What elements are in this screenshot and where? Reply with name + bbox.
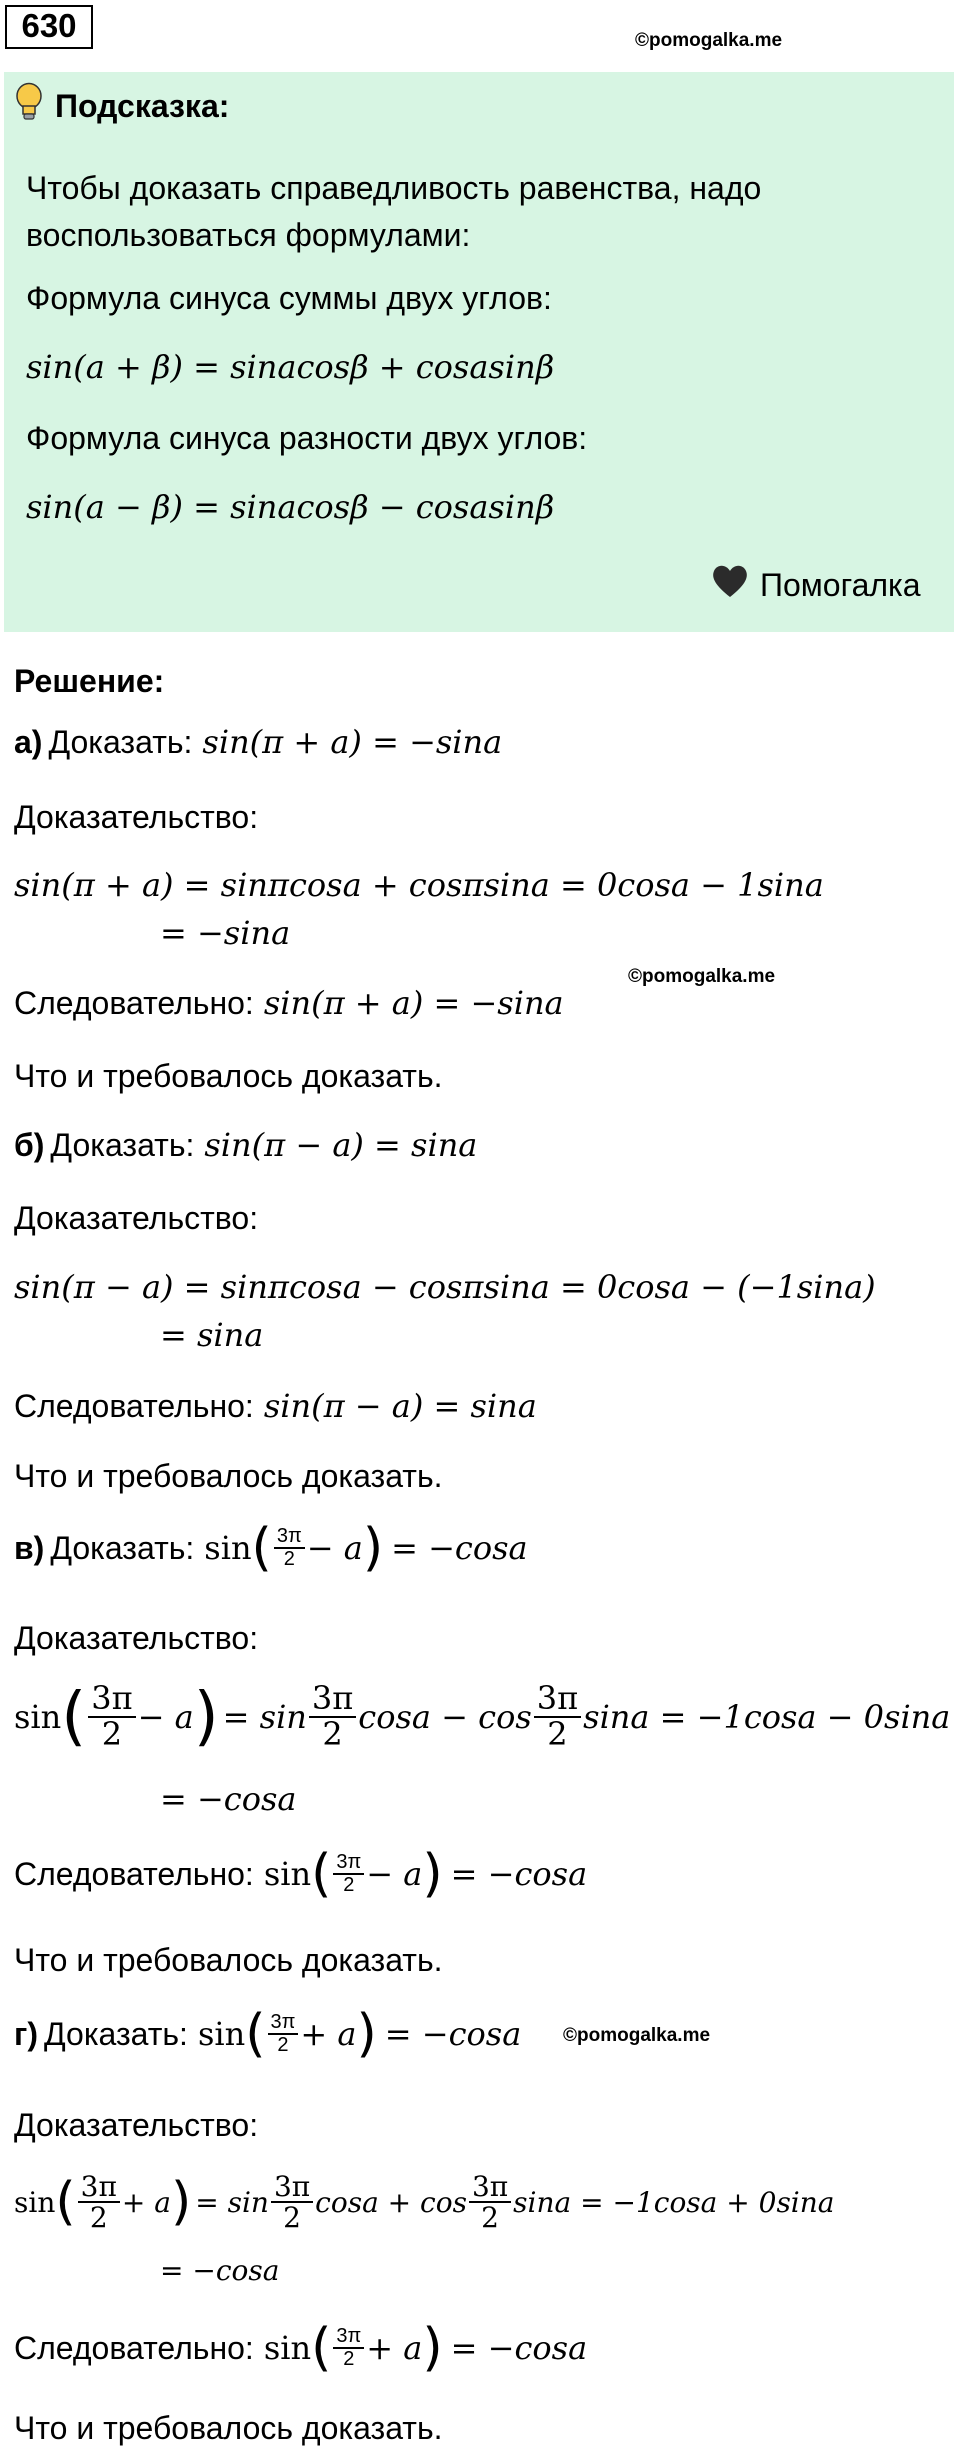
hint-diff-label: Формула синуса разности двух углов: [26,420,588,456]
fraction: $\frac{3\pi}{2}$ [333,1852,364,1896]
part-g-step-2: = −cosa [160,2254,280,2287]
fraction: $\frac{3\pi}{2}$ [333,2326,364,2370]
part-a-letter: а) [14,724,43,760]
part-b-step-2: = sina [160,1316,264,1354]
watermark-mid-2: ©pomogalka.me [563,2025,711,2046]
part-g-qed: Что и требовалось доказать. [14,2410,443,2446]
fraction: $\frac{3\pi}{2}$ [274,1526,305,1570]
part-a-proof-word: Доказательство: [14,799,259,835]
part-b-result [14,1386,537,1426]
part-b-result-formula: sin(π − a) = sina [263,1387,537,1425]
solution-title: Решение: [14,663,165,699]
lightbulb-icon [15,82,43,130]
part-v-claim [14,1518,528,1578]
hint-sum-formula: sin(a + β) = sinacosβ + cosasinβ [26,348,555,386]
hence-word: Следовательно: [14,1856,254,1892]
prove-word: Доказать: [50,1127,195,1163]
part-a-result-formula: sin(π + a) = −sina [263,984,564,1022]
part-v-result [14,1844,588,1904]
part-g-result [14,2318,588,2378]
hint-line-1: Чтобы доказать справедливость равенства, надо [26,170,762,206]
part-g-letter: г) [14,2016,38,2052]
part-b-letter: б) [14,1127,45,1163]
task-number: 630 [5,5,93,49]
part-g-claim [14,2004,522,2064]
part-a-result [14,983,564,1023]
watermark-top: ©pomogalka.me [635,30,783,51]
part-b-proof-word: Доказательство: [14,1200,259,1236]
hence-word: Следовательно: [14,985,254,1021]
fraction: $\frac{3\pi}{2}$ [88,1682,135,1751]
part-v-step-1: sin ( $\frac{3\pi}{2}$ − a ) = sin $\frac{3\pi}{2}$ cosa − cos $\frac{3\pi}{2}$ sina = −1cosa − 0sina [14,1679,951,1754]
hint-title: Подсказка: [55,87,230,124]
part-g-claim-formula: sin ( $\frac{3\pi}{2}$ + a ) = −cosa [197,2004,522,2064]
part-v-step-2: = −cosa [160,1780,297,1818]
prove-word: Доказать: [43,2016,188,2052]
hence-word: Следовательно: [14,1388,254,1424]
brand-label [710,563,921,607]
part-v-claim-formula: sin ( $\frac{3\pi}{2}$ − a ) = −cosa [204,1518,528,1578]
part-v-letter: в) [14,1530,45,1566]
fraction: $\frac{3\pi}{2}$ [309,1682,356,1751]
part-a-step-2: = −sina [160,914,291,952]
part-a-step-1: sin(π + a) = sinπcosa + cosπsina = 0cosa − 1sina [14,866,824,904]
part-b-claim-formula: sin(π − a) = sina [204,1126,478,1164]
part-g-step-1: sin ( $\frac{3\pi}{2}$ + a ) = sin $\frac{3\pi}{2}$ cosa + cos $\frac{3\pi}{2}$ sina = −1cosa + 0sina [14,2170,835,2235]
part-v-proof-word: Доказательство: [14,1620,259,1656]
hint-header [15,82,229,130]
hint-line-2: воспользоваться формулами: [26,217,471,253]
watermark-mid-1: ©pomogalka.me [628,966,776,987]
part-g-result-formula: sin ( $\frac{3\pi}{2}$ + a ) = −cosa [263,2318,588,2378]
part-a-qed: Что и требовалось доказать. [14,1058,443,1094]
prove-word: Доказать: [50,1530,195,1566]
part-b-claim [14,1125,477,1165]
brand-text: Помогалка [760,566,921,603]
prove-word: Доказать: [48,724,193,760]
hence-word: Следовательно: [14,2330,254,2366]
fraction: $\frac{3\pi}{2}$ [268,2012,299,2056]
fraction: $\frac{3\pi}{2}$ [534,1682,581,1751]
part-a-claim [14,722,502,762]
part-b-step-1: sin(π − a) = sinπcosa − cosπsina = 0cosa − (−1sina) [14,1268,876,1306]
fraction: $\frac{3\pi}{2}$ [271,2172,313,2233]
part-a-claim-formula: sin(π + a) = −sina [202,723,503,761]
fraction: $\frac{3\pi}{2}$ [78,2172,120,2233]
heart-icon [710,563,750,607]
part-g-proof-word: Доказательство: [14,2107,259,2143]
part-v-result-formula: sin ( $\frac{3\pi}{2}$ − a ) = −cosa [263,1844,588,1904]
hint-sum-label: Формула синуса суммы двух углов: [26,280,552,316]
part-b-qed: Что и требовалось доказать. [14,1458,443,1494]
part-v-qed: Что и требовалось доказать. [14,1942,443,1978]
fraction: $\frac{3\pi}{2}$ [469,2172,511,2233]
hint-diff-formula: sin(a − β) = sinacosβ − cosasinβ [26,488,555,526]
